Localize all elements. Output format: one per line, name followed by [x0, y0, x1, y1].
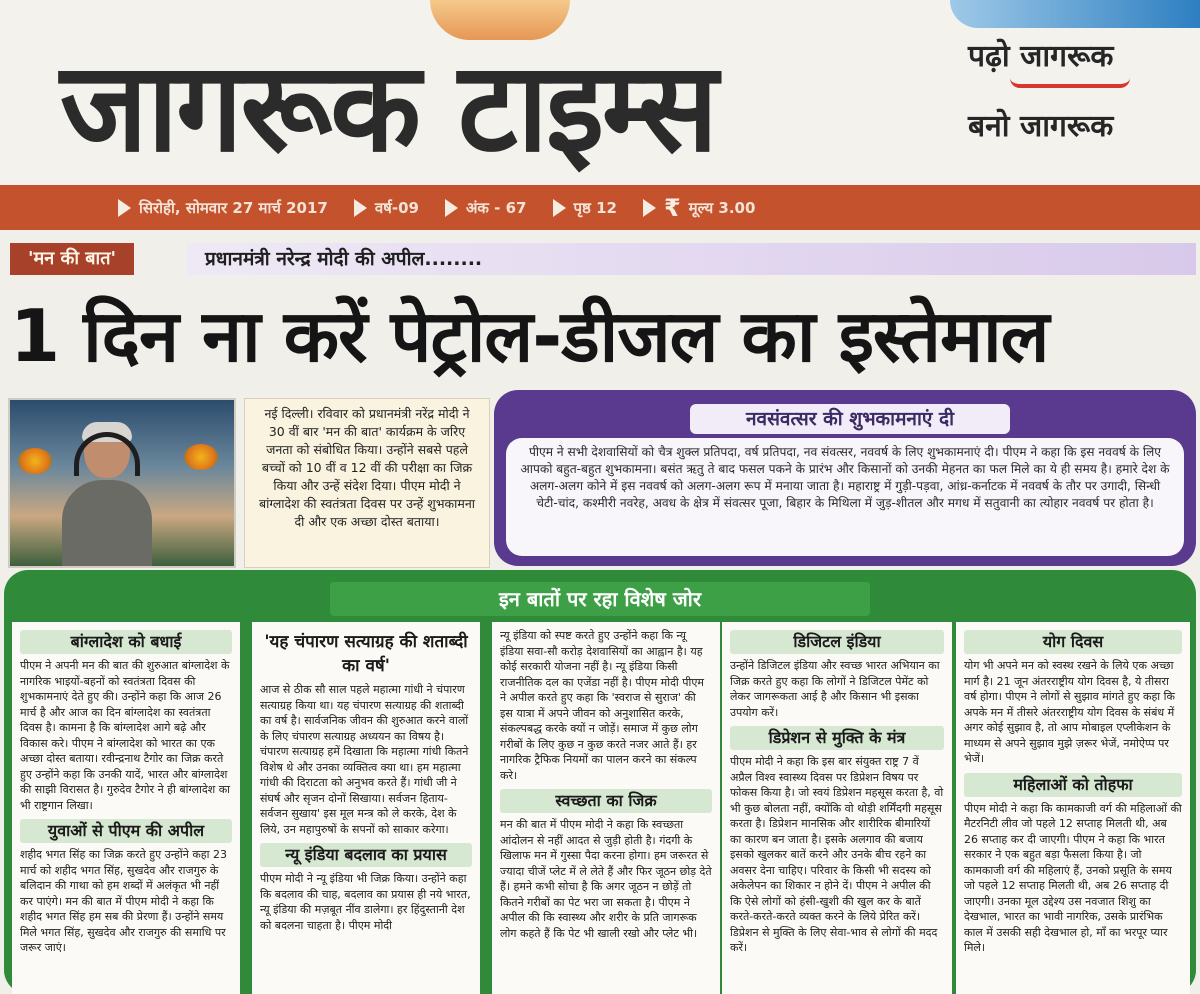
tagline-be-aware: बनो जागरूक [968, 109, 1114, 144]
bangladesh-heading: बांग्लादेश को बधाई [20, 630, 232, 654]
pm-figure [62, 422, 152, 562]
navsamvatsar-box [494, 390, 1196, 566]
yoga-day-heading: योग दिवस [964, 630, 1182, 654]
column-4 [722, 622, 952, 994]
newspaper-name: जागरूक टाइम्स [60, 34, 717, 180]
yoga-day-text: योग भी अपने मन को स्वस्थ रखने के लिये एक अच्छा मार्ग है। 21 जून अंतरराष्ट्रीय योग दिवस है, ये तीसरा वर्ष होगा। पीएम ने लोगों से सुझाव मांगते हुए कहा कि अपके मन में तीसरे अंतरराष्ट्रीय योग दिवस के संबंध में अगर कोई सुझाव है, तो आप मोबाइल एप्लीकेशन के माध्यम से अपने सुझाव मुझे ज़रूर भेजें, नमोऐप्प पर भेजें। [964, 659, 1175, 765]
dateline-price: ₹ मूल्य 3.00 [643, 194, 755, 222]
arrow-right-icon [118, 199, 131, 217]
new-india-text: पीएम मोदी ने न्यू इंडिया भी जिक्र किया। उन्होंने कहा कि बदलाव की चाह, बदलाव का प्रयास ही नये भारत, न्यू इंडिया की मज़बूत नींव डालेगा। हर हिंदुस्तानी देश को बदलना चाहता है। पीएम मोदी [260, 872, 471, 932]
champaran-text: आज से ठीक सौ साल पहले महात्मा गांधी ने चंपारण सत्याग्रह किया था। यह चंपारण सत्याग्रह की शताब्दी का वर्ष है। सार्वजनिक जीवन की शुरुआत करने वालों के लिए चंपारण सत्याग्रह अध्ययन का विषय है। चंपारण सत्याग्रह हमें दिखाता कि महात्मा गांधी कितने विशेष थे और उनका व्यक्तित्व क्या था। हम महात्मा गांधी की दिराटता को अनुभव करते हैं। गांधी जी ने संघर्ष और सृजन दोनों सिखाया। सर्वजन हिताय- सर्वजन सुखाय' इस मूल मन्त्र को ले करके, देश के लिये, उन महापुरुषों के सपनों को साकार करेगा। [260, 683, 469, 836]
arrow-right-icon [445, 199, 458, 217]
arrow-right-icon [354, 199, 367, 217]
depression-text: पीएम मोदी ने कहा कि इस बार संयुक्त राष्ट्र 7 वें अप्रैल विश्व स्वास्थ्य दिवस पर डिप्रेशन विषय पर फोकस किया है। जो स्वयं डिप्रेशन महसूस करता है, वो भी कुछ बोलता नहीं, क्योंकि वो थोड़ी शर्मिंदगी महसूस करता है। डिप्रेशन मानसिक और शारीरिक बीमारियों का कारण बन जाता है। इसके अलगाव की बजाय इसको खुलकर बातें करने और उनके बीच रहने का अवसर देना चाहिए। परिवार के किसी भी सदस्य को अकेलेपन का शिकार न होने दें। पीएम ने अपील की कि ऐसे लोगों को हंसी-खुशी की खुल कर के बातें करते-करते-करते व्यक्त करने के लिये प्रेरित करें। डिप्रेशन से मुक्ति के लिए सेवा-भाव से लोगों की मदद करें। [730, 755, 944, 954]
digital-india-text: उन्होंने डिजिटल इंडिया और स्वच्छ भारत अभियान का जिक्र करते हुए कहा कि लोगों ने डिजिटल पेमेंट को लेकर जागरूकता आई है और किसान भी इसका उपयोग करें। [730, 659, 940, 719]
new-india-heading: न्यू इंडिया बदलाव का प्रयास [260, 843, 472, 867]
headline: 1 दिन ना करें पेट्रोल-डीजल का इस्तेमाल [10, 294, 1049, 378]
kicker-tag: 'मन की बात' [10, 243, 134, 275]
arrow-right-icon [643, 199, 656, 217]
youth-heading: युवाओं से पीएम की अपील [20, 819, 232, 843]
arrow-right-icon [553, 199, 566, 217]
column-5 [956, 622, 1190, 994]
intro-paragraph: नई दिल्ली। रविवार को प्रधानमंत्री नरेंद्र मोदी ने 30 वीं बार 'मन की बात' कार्यक्रम के जरिए जनता को संबोधित किया। उन्होंने सबसे पहले बच्चों को 10 वीं व 12 वीं की परीक्षा का जिक्र किया और उन्हें संदेश दिया। पीएम मोदी ने बांग्लादेश की स्वतंत्रता दिवस पर उन्हें शुभकामना दी और एक अच्छा दोस्त बताया। [244, 398, 490, 568]
swachhata-heading: स्वच्छता का जिक्र [500, 789, 712, 813]
tagline-swoosh [1010, 78, 1130, 88]
swachhata-text: मन की बात में पीएम मोदी ने कहा कि स्वच्छता आंदोलन से नहीं आदत से जुड़ी होती है। गंदगी के खिलाफ मन में गुस्सा पैदा करना होगा। हम जरूरत से ज्यादा चीजें प्लेट में ले लेते हैं और फिर जूठन छोड़ देते हैं। हमने कभी सोचा है कि अगर जूठन न छोड़ें तो कितने गरीबों का पेट भरा जा सकता है। पीएम ने अपील की कि स्वास्थ्य और शरीर के प्रति जागरूक लोग कहते हैं कि पेट भी खाली रखो और प्लेट भी। [500, 818, 712, 940]
flower-decoration [184, 444, 218, 470]
tagline-read: पढ़ो जागरूक [968, 39, 1114, 74]
champaran-heading: 'यह चंपारण सत्याग्रह की शताब्दी का वर्ष' [264, 632, 468, 676]
masthead [0, 0, 1200, 185]
dateline-year: वर्ष-09 [354, 198, 419, 218]
navsamvatsar-body: पीएम ने सभी देशवासियों को चैत्र शुक्ल प्रतिपदा, वर्ष प्रतिपदा, नव संवत्सर, नववर्ष के लिए शुभकामनाएं दी। पीएम ने कहा कि इस नववर्ष के लिए आपको बहुत-बहुत शुभकामना। बसंत ऋतु ते बाद फसल पकने के प्रारंभ और किसानों को उनकी मेहनत का फल मिले का ये ही समय है। हमारे देश के अलग-अलग कोने में इस नववर्ष को अलग-अलग रूप में मनाया जाता है। महाराष्ट्र में गुड़ी-पड़वा, आंध्र-कर्नाटक में नववर्ष के तौर पर उगादी, सिन्धी चेटी-चांद, कश्मीरी नवरेह, अवध के क्षेत्र में संवत्सर पूजा, बिहार के मिथिला में जुड़-शीतल और मगध में सतुवानी का त्योहार नववर्ष पर होता है। [506, 438, 1184, 556]
women-gift-heading: महिलाओं को तोहफा [964, 773, 1182, 797]
dateline-issue: अंक - 67 [445, 198, 527, 218]
rupee-icon: ₹ [663, 193, 681, 222]
figure-body [62, 480, 152, 568]
pm-photo [8, 398, 236, 568]
special-points-title: इन बातों पर रहा विशेष जोर [330, 582, 870, 616]
column-3 [492, 622, 720, 994]
dateline-bar [0, 185, 1200, 230]
youth-text: शहीद भगत सिंह का जिक्र करते हुए उन्होंने कहा 23 मार्च को शहीद भगत सिंह, सुखदेव और राजगुरु के बलिदान की गाथा को हम शब्दों में अलंकृत भी नहीं कर पाएंगे। मन की बात में पीएम मोदी ने कहा कि शहीद भगत सिंह हम सब की प्रेरणा हैं। उन्होंने समय मिले भगत सिंह, सुखदेव और राजगुरु की समाधि पर जरूर जाएं। [20, 848, 227, 954]
new-india-continued-text: न्यू इंडिया को स्पष्ट करते हुए उन्होंने कहा कि न्यू इंडिया सवा-सौ करोड़ देशवासियों का आह्वान है। यह कोई सरकारी योजना नहीं है। न्यू इंडिया किसी राजनीतिक दल का एजेंडा नहीं है। पीएम मोदी पीएम ने अपील करते हुए कहा कि 'स्वराज से सुराज' की इस यात्रा में अपने जीवन को अनुशासित करके, संकल्पबद्ध करके क्यों न जोड़ें। समाज में कुछ लोग गरीबों के लिए कुछ न कुछ करते नजर आते हैं। हर नागरिक ट्रैफिक नियमों का पालन करने का संकल्प करे। [500, 629, 705, 782]
wave-graphic [950, 0, 1200, 28]
bangladesh-text: पीएम ने अपनी मन की बात की शुरुआत बांग्लादेश के नागरिक भाइयों-बहनों को स्वतंत्रता दिवस की शुभकामनाएं देते हुए की। उन्होंने कहा कि आज 26 मार्च है और आज का दिन बांग्लादेश का स्वतंत्रता दिवस है। कामना है कि बांग्लादेश आगे बढ़े और विकास करे। पीएम ने बांग्लादेश को भारत का एक अच्छा दोस्त बताया। रवीन्द्रनाथ टैगोर का जिक्र करते हुए उन्होंने कहा कि उनकी यादें, भारत और बांग्लादेश की साझी विरासत है। गुरुदेव टैगोर ने ही बांग्लादेश का भी राष्ट्रगान लिखा। [20, 659, 230, 812]
navsamvatsar-title: नवसंवत्सर की शुभकामनाएं दी [690, 404, 1010, 434]
women-gift-text: पीएम मोदी ने कहा कि कामकाजी वर्ग की महिलाओं की मैटरनिटी लीव जो पहले 12 सप्ताह मिलती थी, अब 26 सप्ताह कर दी जाएगी। पीएम ने कहा कि भारत सरकार ने एक बहुत बड़ा फैसला किया है। जो कामकाजी वर्ग की महिलाएं हैं, उनको प्रसूति के समय जो पहले 12 सप्ताह मिलती थी, अब 26 सप्ताह दी जाएगी। उनका मूल उद्देश्य उस नवजात शिशु का देखभाल, भारत का भावी नागरिक, उसके प्रारंभिक काल में उसकी सही देखभाल हो, माँ का भरपूर प्यार मिले। [964, 801, 1182, 954]
column-1 [12, 622, 240, 994]
dateline-pages: पृष्ठ 12 [553, 198, 617, 218]
depression-heading: डिप्रेशन से मुक्ति के मंत्र [730, 726, 944, 750]
column-2 [252, 622, 480, 994]
flower-decoration [18, 448, 52, 474]
kicker-text: प्रधानमंत्री नरेन्द्र मोदी की अपील........ [205, 248, 483, 270]
digital-india-heading: डिजिटल इंडिया [730, 630, 944, 654]
dateline-place-date: सिरोही, सोमवार 27 मार्च 2017 [118, 198, 328, 218]
kicker-row [0, 237, 1200, 279]
